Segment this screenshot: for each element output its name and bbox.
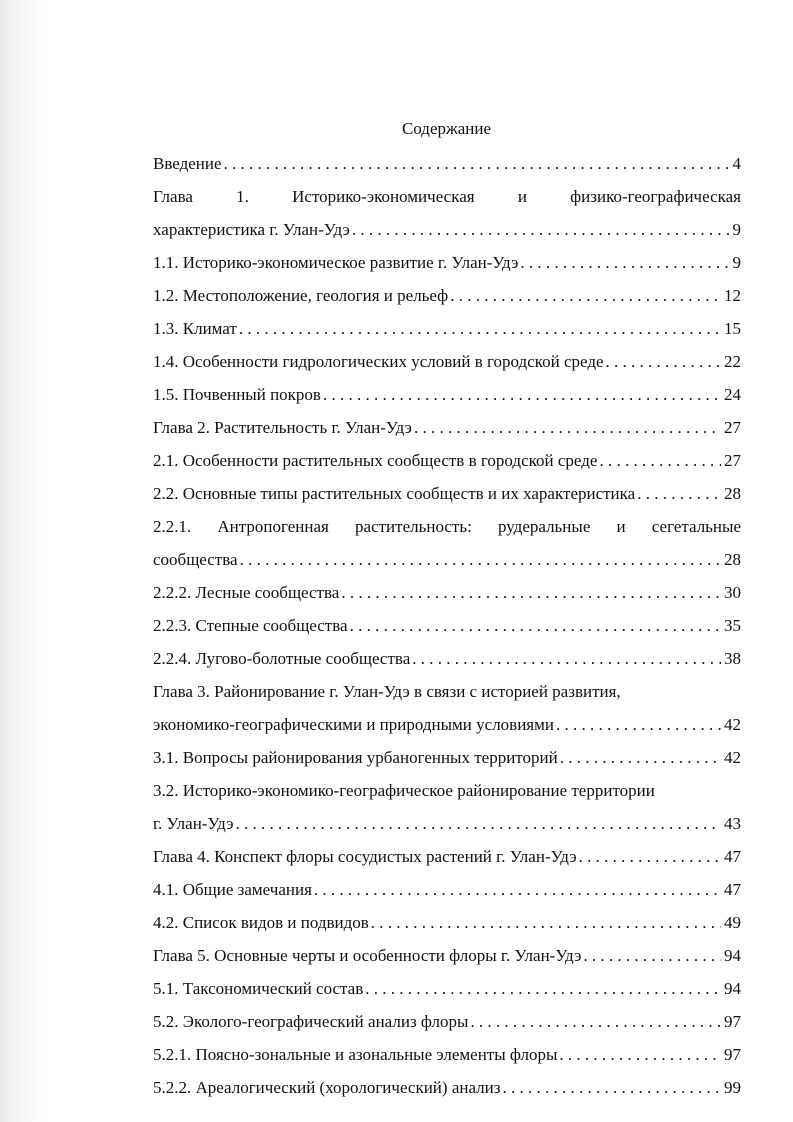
toc-entry (153, 246, 741, 279)
toc-page-number: 97 (724, 1045, 741, 1064)
toc-dot-leader (637, 477, 721, 510)
toc-dot-leader (350, 609, 721, 642)
toc-entry (153, 939, 741, 972)
toc-entry (153, 312, 741, 345)
toc-dot-leader (341, 576, 721, 609)
toc-page-number: 47 (724, 847, 741, 866)
toc-page-number: 12 (724, 286, 741, 305)
toc-page-number: 22 (724, 352, 741, 371)
toc-dot-leader (520, 246, 729, 279)
toc-dot-leader (323, 378, 721, 411)
toc-dot-leader (599, 444, 721, 477)
toc-entry (153, 279, 741, 312)
toc-entry-title: Глава 1. Историко-экономическая и физико-географическая (153, 187, 741, 206)
toc-dot-leader (606, 345, 721, 378)
scan-edge-shadow (0, 0, 44, 1122)
toc-entry (153, 213, 741, 246)
toc-entry (153, 642, 741, 675)
toc-entry-title: 2.2.2. Лесные сообщества (153, 583, 340, 602)
toc-entry (153, 609, 741, 642)
toc-page-number: 94 (724, 946, 741, 965)
toc-dot-leader (470, 1005, 721, 1038)
toc-entry (153, 1005, 741, 1038)
toc-entry (153, 576, 741, 609)
toc-entry-title: 1.3. Климат (153, 319, 237, 338)
toc-page-number: 24 (724, 385, 741, 404)
toc-entry-title: 2.2.4. Лугово-болотные сообщества (153, 649, 411, 668)
toc-entry-title: 1.1. Историко-экономическое развитие г. Улан-Удэ (153, 253, 519, 272)
toc-entry-title: Глава 5. Основные черты и особенности флоры г. Улан-Удэ (153, 946, 582, 965)
toc-dot-leader (314, 873, 721, 906)
toc-entry (153, 1038, 741, 1071)
toc-entry (153, 873, 741, 906)
toc-entry-title: Глава 3. Районирование г. Улан-Удэ в связи с историей развития, (153, 682, 621, 701)
toc-dot-leader (240, 543, 721, 576)
toc-entry-title: 2.2. Основные типы растительных сообществ и их характеристика (153, 484, 636, 503)
toc-entry (153, 741, 741, 774)
toc-entry-title: 2.2.3. Степные сообщества (153, 616, 348, 635)
toc-page-number: 30 (724, 583, 741, 602)
toc-page-number: 97 (724, 1012, 741, 1031)
toc-dot-leader (579, 840, 721, 873)
toc-page-number: 49 (724, 913, 741, 932)
toc-entry-title: 5.2.1. Поясно-зональные и азональные элементы флоры (153, 1045, 558, 1064)
toc-page-number: 99 (724, 1078, 741, 1097)
toc-dot-leader (371, 906, 721, 939)
toc-dot-leader (556, 708, 721, 741)
toc-page-number: 94 (724, 979, 741, 998)
toc-entry (153, 345, 741, 378)
toc-entry-title: сообщества (153, 550, 238, 569)
toc-entry-title: 2.2.1. Антропогенная растительность: рудеральные и сегетальные (153, 517, 741, 536)
toc-dot-leader (450, 279, 721, 312)
toc-dot-leader (365, 972, 721, 1005)
toc-page-number: 35 (724, 616, 741, 635)
toc-entry (153, 906, 741, 939)
toc-entry-title: 4.2. Список видов и подвидов (153, 913, 369, 932)
page-title: Содержание (401, 119, 492, 138)
toc-entry-title: 3.1. Вопросы районирования урбаногенных территорий (153, 748, 558, 767)
toc-page-number: 27 (724, 418, 741, 437)
toc-entry-title: 2.1. Особенности растительных сообществ в городской среде (153, 451, 598, 470)
toc-entry (153, 807, 741, 840)
toc-dot-leader (502, 1071, 721, 1104)
toc-entry (153, 477, 741, 510)
toc-entry-title: 5.2.2. Ареалогический (хорологический) анализ (153, 1078, 501, 1097)
toc-entry-title: Введение (153, 154, 222, 173)
toc-entry-title: характеристика г. Улан-Удэ (153, 220, 350, 239)
toc-page-number: 42 (724, 748, 741, 767)
toc-entry-title: 5.2. Эколого-географический анализ флоры (153, 1012, 469, 1031)
toc-entry-title: 3.2. Историко-экономико-географическое районирование территории (153, 781, 655, 800)
toc-entry (153, 147, 741, 180)
toc-entry-title: 1.2. Местоположение, геология и рельеф (153, 286, 449, 305)
toc-entry (153, 708, 741, 741)
toc-dot-leader (235, 807, 721, 840)
toc-entry-title: 4.1. Общие замечания (153, 880, 312, 899)
toc-dot-leader (412, 642, 721, 675)
toc-dot-leader (559, 1038, 721, 1071)
toc-entry (153, 378, 741, 411)
toc-entry (153, 840, 741, 873)
toc-entry-title: Глава 2. Растительность г. Улан-Удэ (153, 418, 412, 437)
table-of-contents (153, 147, 741, 1104)
toc-entry-title: г. Улан-Удэ (153, 814, 234, 833)
toc-page-number: 9 (732, 220, 741, 239)
toc-entry-title: 5.1. Таксономический состав (153, 979, 364, 998)
toc-page-number: 38 (724, 649, 741, 668)
toc-entry (153, 972, 741, 1005)
toc-entry (153, 444, 741, 477)
toc-entry (153, 411, 741, 444)
toc-entry (153, 543, 741, 576)
toc-page-number: 47 (724, 880, 741, 899)
toc-dot-leader (352, 213, 730, 246)
toc-dot-leader (560, 741, 721, 774)
toc-dot-leader (224, 147, 730, 180)
toc-entry-title: 1.5. Почвенный покров (153, 385, 321, 404)
toc-entry (153, 1071, 741, 1104)
toc-page-number: 28 (724, 484, 741, 503)
toc-entry-title: Глава 4. Конспект флоры сосудистых растений г. Улан-Удэ (153, 847, 577, 866)
toc-page-number: 9 (732, 253, 741, 272)
toc-dot-leader (583, 939, 721, 972)
toc-page-number: 43 (724, 814, 741, 833)
toc-page-number: 4 (732, 154, 741, 173)
toc-entry-title: 1.4. Особенности гидрологических условий в городской среде (153, 352, 604, 371)
toc-page-number: 15 (724, 319, 741, 338)
toc-page-number: 27 (724, 451, 741, 470)
toc-page-number: 28 (724, 550, 741, 569)
toc-page-number: 42 (724, 715, 741, 734)
toc-entry-title: экономико-географическими и природными условиями (153, 715, 554, 734)
toc-dot-leader (239, 312, 721, 345)
toc-dot-leader (414, 411, 721, 444)
